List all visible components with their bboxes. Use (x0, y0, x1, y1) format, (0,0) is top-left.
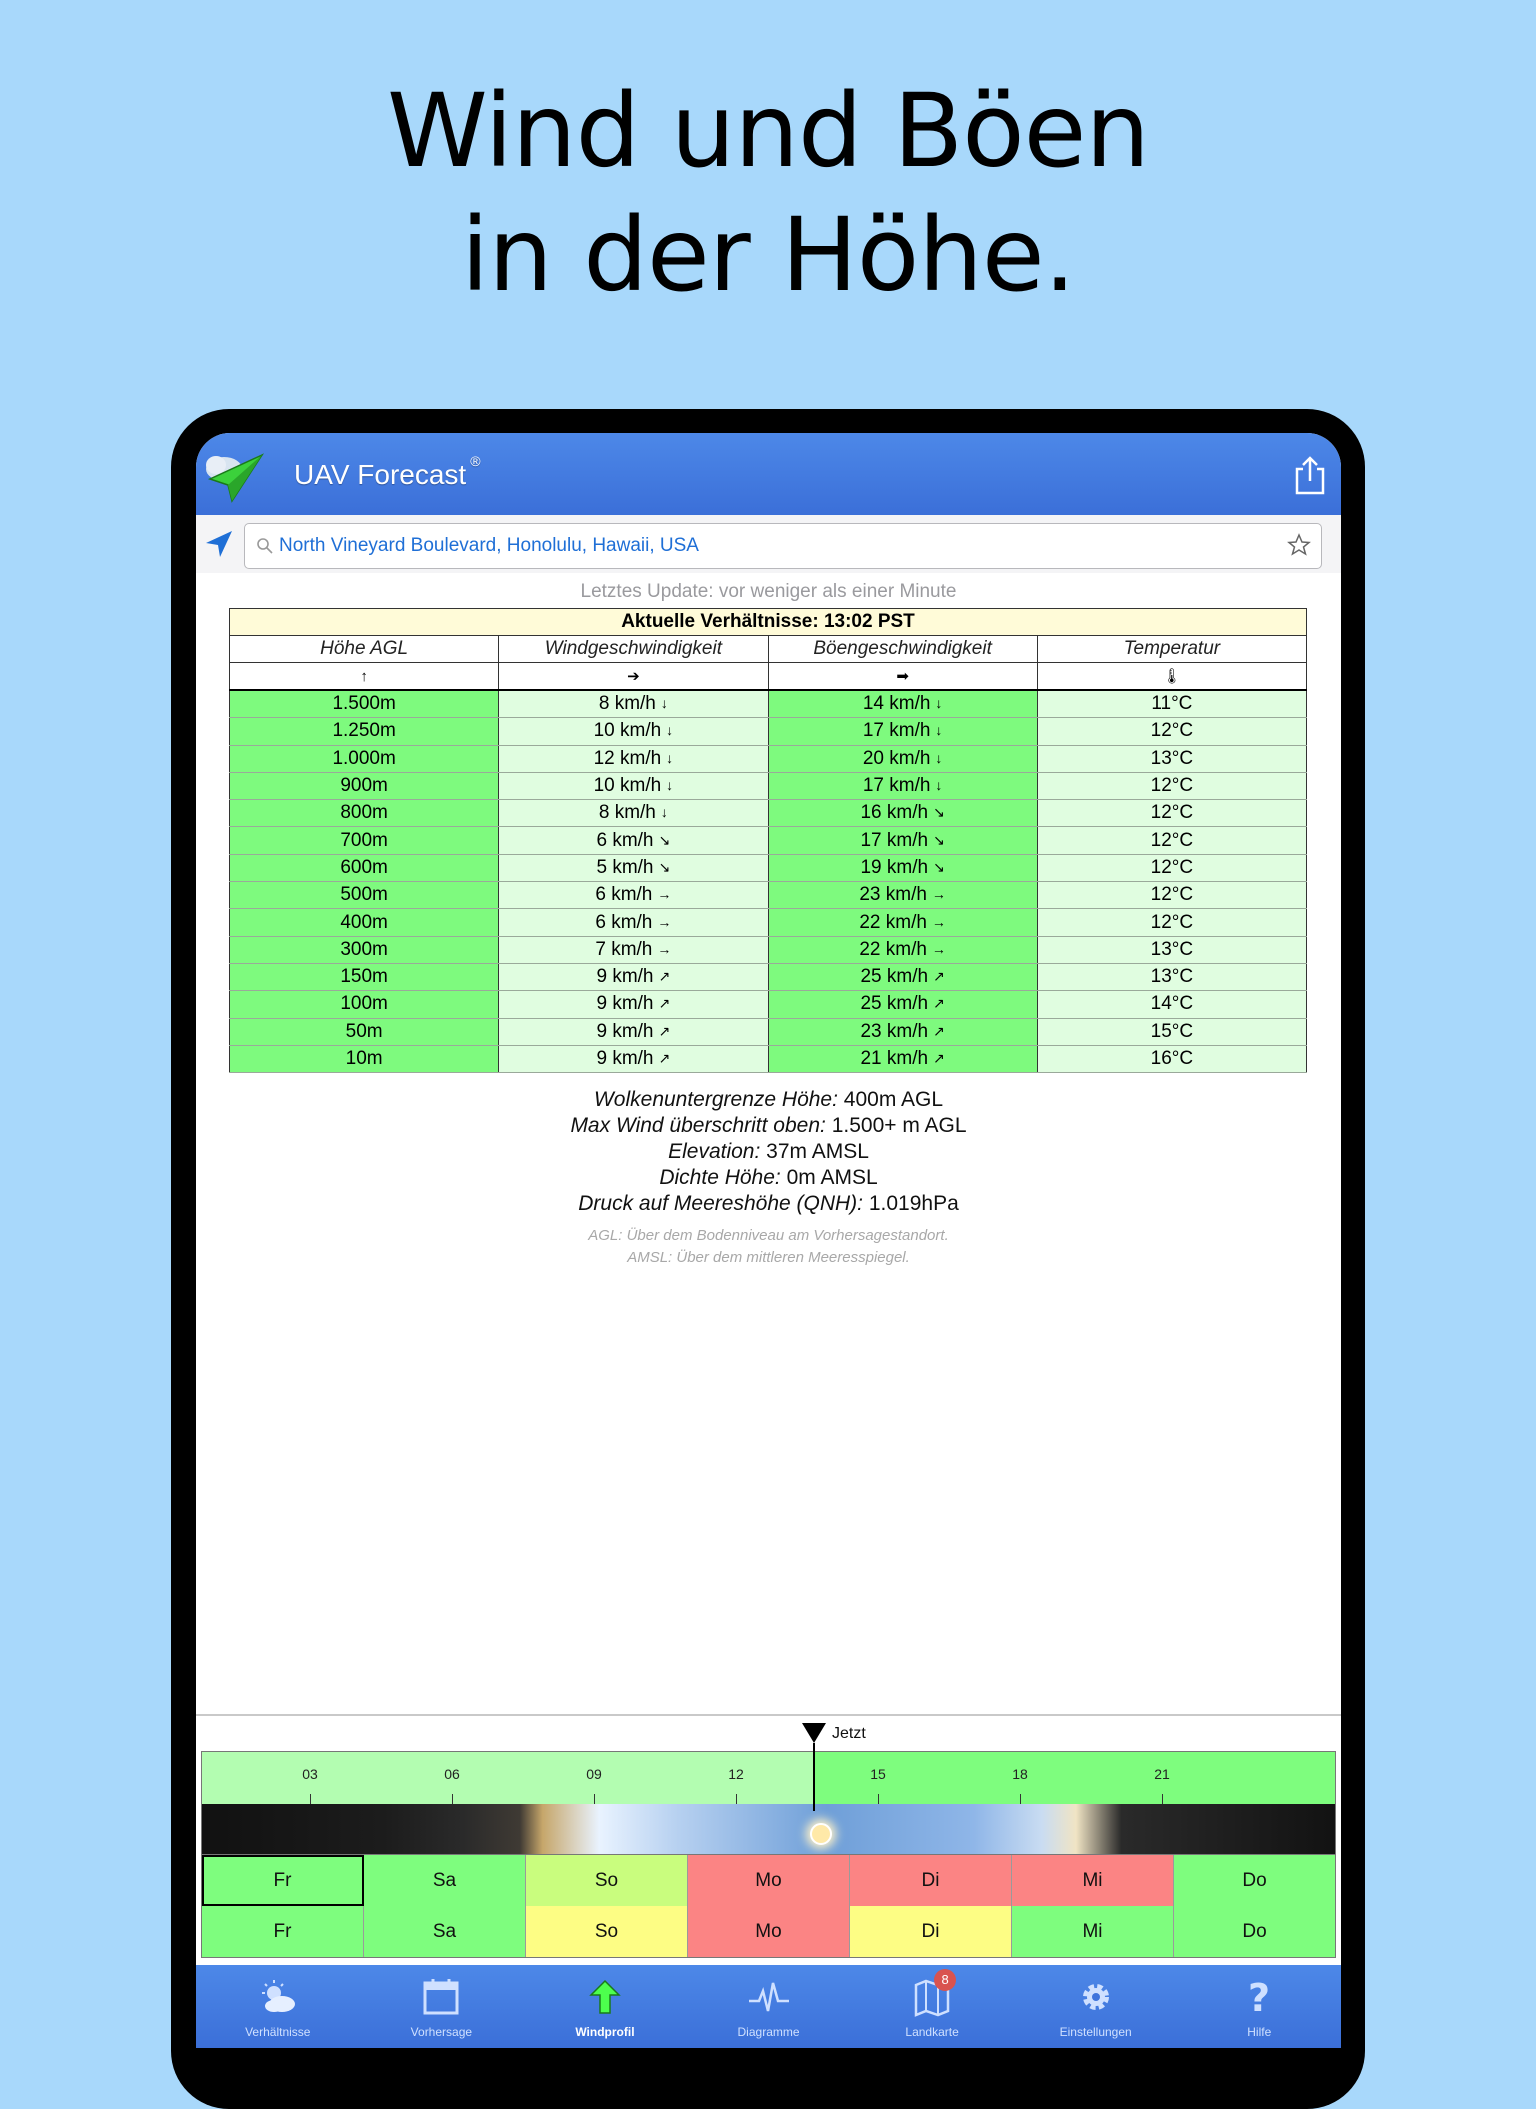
temperature-cell (1037, 854, 1306, 881)
gust-cell-value: 17 km/h (862, 720, 931, 742)
temperature-cell-value: 12°C (1150, 856, 1194, 878)
gust-cell (768, 827, 1037, 854)
direction-arrow-icon: ↗ (933, 1050, 945, 1066)
wind-cell (499, 1018, 768, 1045)
direction-arrow-icon: ↓ (660, 804, 668, 821)
table-row (230, 936, 1307, 963)
height-cell (230, 936, 499, 963)
thermometer-icon: 🌡 (1037, 663, 1306, 691)
temperature-cell (1037, 991, 1306, 1018)
table-row (230, 909, 1307, 936)
direction-arrow-icon: ↓ (935, 722, 943, 739)
direction-arrow-icon: ↓ (935, 749, 943, 766)
timeline-hour-label: 15 (870, 1766, 886, 1782)
height-cell-value: 1.500m (332, 693, 396, 715)
table-row (230, 690, 1307, 718)
wind-cell-value: 8 km/h (598, 802, 656, 824)
temperature-cell-value: 16°C (1150, 1048, 1194, 1069)
direction-arrow-icon: ↘ (658, 831, 671, 848)
gust-cell-value: 22 km/h (859, 911, 927, 933)
now-label: Jetzt (832, 1725, 866, 1742)
headline-line-1: Wind und Böen (386, 72, 1149, 191)
wind-cell-value: 9 km/h (596, 1048, 654, 1069)
temperature-cell (1037, 936, 1306, 963)
timeline-future (814, 1752, 1336, 1804)
footnote-amsl: AMSL: Über dem mittleren Meeresspiegel. (627, 1249, 910, 1266)
location-arrow-icon[interactable] (202, 527, 236, 561)
headline-line-2: in der Höhe. (460, 196, 1076, 315)
direction-arrow-icon: → (657, 940, 672, 957)
day-cell[interactable]: Mo (688, 1855, 850, 1906)
gust-cell-value: 20 km/h (862, 747, 931, 769)
gust-cell (768, 772, 1037, 799)
timeline-tick (452, 1794, 453, 1804)
direction-arrow-icon: ↗ (933, 995, 945, 1012)
temperature-cell-value: 12°C (1150, 720, 1194, 742)
temperature-cell-value: 13°C (1150, 747, 1194, 769)
height-cell (230, 827, 499, 854)
timeline-hour-label: 06 (444, 1766, 460, 1782)
day-cell[interactable]: Do (1174, 1855, 1335, 1906)
temperature-cell-value: 12°C (1150, 829, 1194, 851)
height-cell-value: 400m (340, 911, 388, 933)
day-cell[interactable]: Mi (1012, 1906, 1174, 1957)
wind-cell-value: 6 km/h (595, 884, 653, 906)
info-value: 0m AMSL (786, 1166, 878, 1189)
temperature-cell (1037, 827, 1306, 854)
direction-arrow-icon: → (657, 886, 672, 903)
app-title: UAV Forecast ® (294, 453, 481, 490)
tab-hilfe[interactable] (1177, 1965, 1341, 2048)
wind-cell-value: 9 km/h (596, 966, 654, 988)
height-cell (230, 1018, 499, 1045)
height-cell-value: 800m (340, 802, 388, 824)
wind-cell-value: 9 km/h (596, 993, 654, 1015)
tab-label: Einstellungen (1059, 2025, 1132, 2039)
direction-arrow-icon: ↗ (933, 968, 945, 985)
table-row (230, 991, 1307, 1018)
app-logo-icon (202, 445, 266, 505)
timeline-hour-label: 18 (1012, 1766, 1028, 1782)
direction-arrow-icon: ↘ (658, 858, 671, 875)
temperature-cell-value: 11°C (1151, 693, 1193, 715)
temperature-cell-value: 12°C (1150, 775, 1194, 797)
table-row (230, 827, 1307, 854)
info-line (196, 1087, 1341, 1113)
header-wind: Windgeschwindigkeit (499, 636, 768, 663)
height-cell-value: 700m (340, 829, 388, 851)
info-line (196, 1139, 1341, 1165)
temperature-cell (1037, 909, 1306, 936)
temperature-cell-value: 13°C (1150, 966, 1194, 988)
footnote-agl: AGL: Über dem Bodenniveau am Vorhersagestandort. (588, 1227, 949, 1244)
tab-einstellungen[interactable] (1014, 1965, 1178, 2048)
direction-arrow-icon: → (931, 886, 946, 903)
search-row (196, 515, 1341, 573)
table-row (230, 854, 1307, 881)
wind-cell (499, 882, 768, 909)
svg-text:?: ? (1248, 1977, 1271, 2017)
day-cell[interactable]: Fr (202, 1855, 364, 1906)
wind-cell (499, 690, 768, 718)
info-label: Druck auf Meereshöhe (QNH): (578, 1192, 863, 1215)
direction-arrow-icon: → (657, 913, 672, 930)
height-cell (230, 991, 499, 1018)
info-line (196, 1191, 1341, 1217)
wind-cell-value: 9 km/h (596, 1020, 654, 1042)
wind-cell (499, 718, 768, 745)
temperature-cell-value: 12°C (1150, 911, 1194, 933)
now-marker-icon[interactable] (802, 1723, 826, 1743)
promo-headline (0, 70, 1536, 318)
gust-cell (768, 800, 1037, 827)
height-cell (230, 963, 499, 990)
temperature-cell-value: 12°C (1150, 884, 1194, 906)
gust-cell (768, 909, 1037, 936)
wind-cell-value: 10 km/h (593, 720, 662, 742)
table-caption: Aktuelle Verhältnisse: 13:02 PST (230, 609, 1307, 636)
app-header (196, 433, 1341, 515)
header-gust: Böengeschwindigkeit (768, 636, 1037, 663)
direction-arrow-icon: ↓ (660, 695, 668, 712)
gust-cell-value: 17 km/h (862, 775, 931, 797)
wind-cell-value: 10 km/h (593, 775, 662, 797)
temperature-cell (1037, 800, 1306, 827)
wind-cell-value: 6 km/h (595, 911, 653, 933)
gust-cell (768, 690, 1037, 718)
timeline-tick (310, 1794, 311, 1804)
timeline-separator (196, 1714, 1341, 1716)
table-row (230, 1045, 1307, 1072)
info-value: 1.019hPa (868, 1192, 959, 1215)
search-icon (255, 536, 275, 556)
direction-arrow-icon: ↘ (933, 831, 945, 848)
height-cell-value: 1.250m (332, 720, 396, 742)
table-row (230, 882, 1307, 909)
location-search-input[interactable] (244, 523, 1322, 569)
height-arrow-icon: ↑ (230, 663, 499, 691)
height-cell-value: 1.000m (332, 747, 396, 769)
gust-arrow-icon: ➡ (768, 663, 1037, 691)
temperature-cell (1037, 718, 1306, 745)
height-cell (230, 800, 499, 827)
height-cell (230, 745, 499, 772)
height-cell-value: 10m (345, 1048, 383, 1069)
temperature-cell-value: 13°C (1150, 938, 1194, 960)
day-row-1 (202, 1855, 1335, 1906)
share-icon[interactable] (1293, 455, 1327, 495)
direction-arrow-icon: ↓ (666, 749, 674, 766)
tab-landkarte[interactable] (850, 1965, 1014, 2048)
wind-cell-value: 5 km/h (596, 856, 654, 878)
temperature-cell (1037, 1018, 1306, 1045)
day-cell[interactable]: Sa (364, 1906, 526, 1957)
wind-cell (499, 772, 768, 799)
height-cell (230, 772, 499, 799)
direction-arrow-icon: ↓ (666, 722, 674, 739)
info-label: Max Wind überschritt oben: (570, 1114, 826, 1137)
gust-cell (768, 1045, 1037, 1072)
height-cell (230, 882, 499, 909)
temperature-cell (1037, 772, 1306, 799)
temperature-cell-value: 14°C (1150, 993, 1194, 1015)
day-cell[interactable]: Di (850, 1855, 1012, 1906)
temperature-cell (1037, 745, 1306, 772)
tab-label: Verhältnisse (245, 2025, 311, 2039)
timeline-hour-label: 09 (586, 1766, 602, 1782)
tab-label: Windprofil (575, 2025, 635, 2039)
gust-cell-value: 25 km/h (860, 966, 929, 988)
last-update-text: Letztes Update: vor weniger als einer Minute (580, 581, 957, 602)
timeline-hour-label: 21 (1154, 1766, 1170, 1782)
height-cell-value: 100m (340, 993, 388, 1015)
conditions-info (196, 1087, 1341, 1217)
tab-vorhersage[interactable] (360, 1965, 524, 2048)
direction-arrow-icon: ↗ (658, 1022, 671, 1039)
info-value: 400m AGL (843, 1088, 944, 1111)
tab-windprofil[interactable] (523, 1965, 687, 2048)
temperature-cell-value: 15°C (1150, 1020, 1194, 1042)
direction-arrow-icon: ↘ (933, 804, 945, 821)
height-cell (230, 854, 499, 881)
direction-arrow-icon: ↗ (658, 1050, 671, 1066)
header-temperature: Temperatur (1037, 636, 1306, 663)
gust-cell-value: 19 km/h (860, 856, 929, 878)
now-line (813, 1743, 815, 1811)
gust-cell-value: 21 km/h (860, 1048, 929, 1069)
tab-verhältnisse[interactable] (196, 1965, 360, 2048)
info-value: 37m AMSL (766, 1140, 869, 1163)
daylight-strip (202, 1804, 1336, 1856)
wind-cell-value: 7 km/h (595, 938, 653, 960)
day-row-2 (202, 1906, 1335, 1957)
height-cell-value: 50m (345, 1020, 383, 1042)
direction-arrow-icon: ↓ (666, 777, 674, 794)
app-screen (196, 433, 1341, 2048)
gust-cell (768, 991, 1037, 1018)
wind-cell (499, 909, 768, 936)
direction-arrow-icon: ↗ (658, 995, 671, 1012)
notification-badge: 8 (934, 1969, 956, 1991)
favorite-star-icon[interactable] (1287, 533, 1311, 557)
info-line (196, 1113, 1341, 1139)
height-cell-value: 300m (340, 938, 388, 960)
timeline-past (202, 1752, 814, 1804)
timeline-tick (1162, 1794, 1163, 1804)
wind-cell (499, 854, 768, 881)
table-row (230, 772, 1307, 799)
wind-cell (499, 936, 768, 963)
temperature-cell-value: 12°C (1150, 802, 1194, 824)
wind-cell-value: 6 km/h (596, 829, 654, 851)
temperature-cell (1037, 882, 1306, 909)
tab-label: Diagramme (737, 2025, 800, 2039)
wind-cell (499, 800, 768, 827)
height-cell (230, 1045, 499, 1072)
height-cell (230, 718, 499, 745)
table-row (230, 745, 1307, 772)
footnotes (196, 1225, 1341, 1269)
tab-label: Vorhersage (410, 2025, 473, 2039)
timeline-tick (594, 1794, 595, 1804)
direction-arrow-icon: ↓ (935, 777, 943, 794)
info-line (196, 1165, 1341, 1191)
day-selector (201, 1854, 1336, 1958)
table-row (230, 963, 1307, 990)
direction-arrow-icon: → (931, 913, 946, 930)
day-cell[interactable]: Mo (688, 1906, 850, 1957)
direction-arrow-icon: → (931, 940, 946, 957)
direction-arrow-icon: ↘ (933, 858, 945, 875)
wind-cell (499, 1045, 768, 1072)
hour-timeline[interactable] (201, 1751, 1336, 1856)
temperature-cell (1037, 963, 1306, 990)
tab-bar (196, 1965, 1341, 2048)
wind-cell (499, 745, 768, 772)
gust-cell (768, 963, 1037, 990)
info-label: Dichte Höhe: (659, 1166, 781, 1189)
day-cell[interactable]: Sa (364, 1855, 526, 1906)
gust-cell-value: 23 km/h (860, 1020, 929, 1042)
gust-cell-value: 25 km/h (860, 993, 929, 1015)
table-row (230, 800, 1307, 827)
tab-diagramme[interactable] (687, 1965, 851, 2048)
timeline-hour-label: 12 (728, 1766, 744, 1782)
header-height: Höhe AGL (230, 636, 499, 663)
gust-cell (768, 745, 1037, 772)
wind-cell-value: 12 km/h (593, 747, 662, 769)
height-cell-value: 150m (340, 966, 388, 988)
height-cell (230, 909, 499, 936)
info-label: Wolkenuntergrenze Höhe: (593, 1088, 838, 1111)
info-label: Elevation: (668, 1140, 761, 1163)
gust-cell-value: 14 km/h (862, 693, 931, 715)
wind-arrow-icon: ➔ (499, 663, 768, 691)
table-row (230, 1018, 1307, 1045)
sun-icon (810, 1823, 832, 1845)
timeline-tick (878, 1794, 879, 1804)
gust-cell-value: 23 km/h (859, 884, 927, 906)
gust-cell (768, 882, 1037, 909)
gust-cell (768, 936, 1037, 963)
timeline-hour-label: 03 (302, 1766, 318, 1782)
search-value: North Vineyard Boulevard, Honolulu, Hawaii, USA (279, 535, 699, 556)
wind-cell (499, 827, 768, 854)
day-cell[interactable]: So (526, 1855, 688, 1906)
height-cell-value: 500m (340, 884, 388, 906)
timeline-tick (736, 1794, 737, 1804)
gust-cell-value: 22 km/h (859, 938, 927, 960)
day-cell[interactable]: Fr (202, 1906, 364, 1957)
height-cell-value: 600m (340, 856, 388, 878)
tab-label: Hilfe (1247, 2025, 1272, 2039)
wind-profile-table (229, 608, 1307, 1073)
day-cell[interactable]: Di (850, 1906, 1012, 1957)
timeline-tick (1020, 1794, 1021, 1804)
info-value: 1.500+ m AGL (831, 1114, 967, 1137)
height-cell (230, 690, 499, 718)
gust-cell (768, 1018, 1037, 1045)
direction-arrow-icon: ↓ (935, 695, 943, 712)
gust-cell (768, 854, 1037, 881)
wind-cell-value: 8 km/h (598, 693, 656, 715)
day-cell[interactable]: Mi (1012, 1855, 1174, 1906)
height-cell-value: 900m (340, 775, 388, 797)
table-row (230, 718, 1307, 745)
tab-label: Landkarte (905, 2025, 959, 2039)
day-cell[interactable]: So (526, 1906, 688, 1957)
temperature-cell (1037, 690, 1306, 718)
gust-cell-value: 17 km/h (860, 829, 929, 851)
direction-arrow-icon: ↗ (658, 968, 671, 985)
wind-cell (499, 991, 768, 1018)
gust-cell (768, 718, 1037, 745)
wind-cell (499, 963, 768, 990)
day-cell[interactable]: Do (1174, 1906, 1335, 1957)
gust-cell-value: 16 km/h (860, 802, 929, 824)
direction-arrow-icon: ↗ (933, 1022, 945, 1039)
temperature-cell (1037, 1045, 1306, 1072)
